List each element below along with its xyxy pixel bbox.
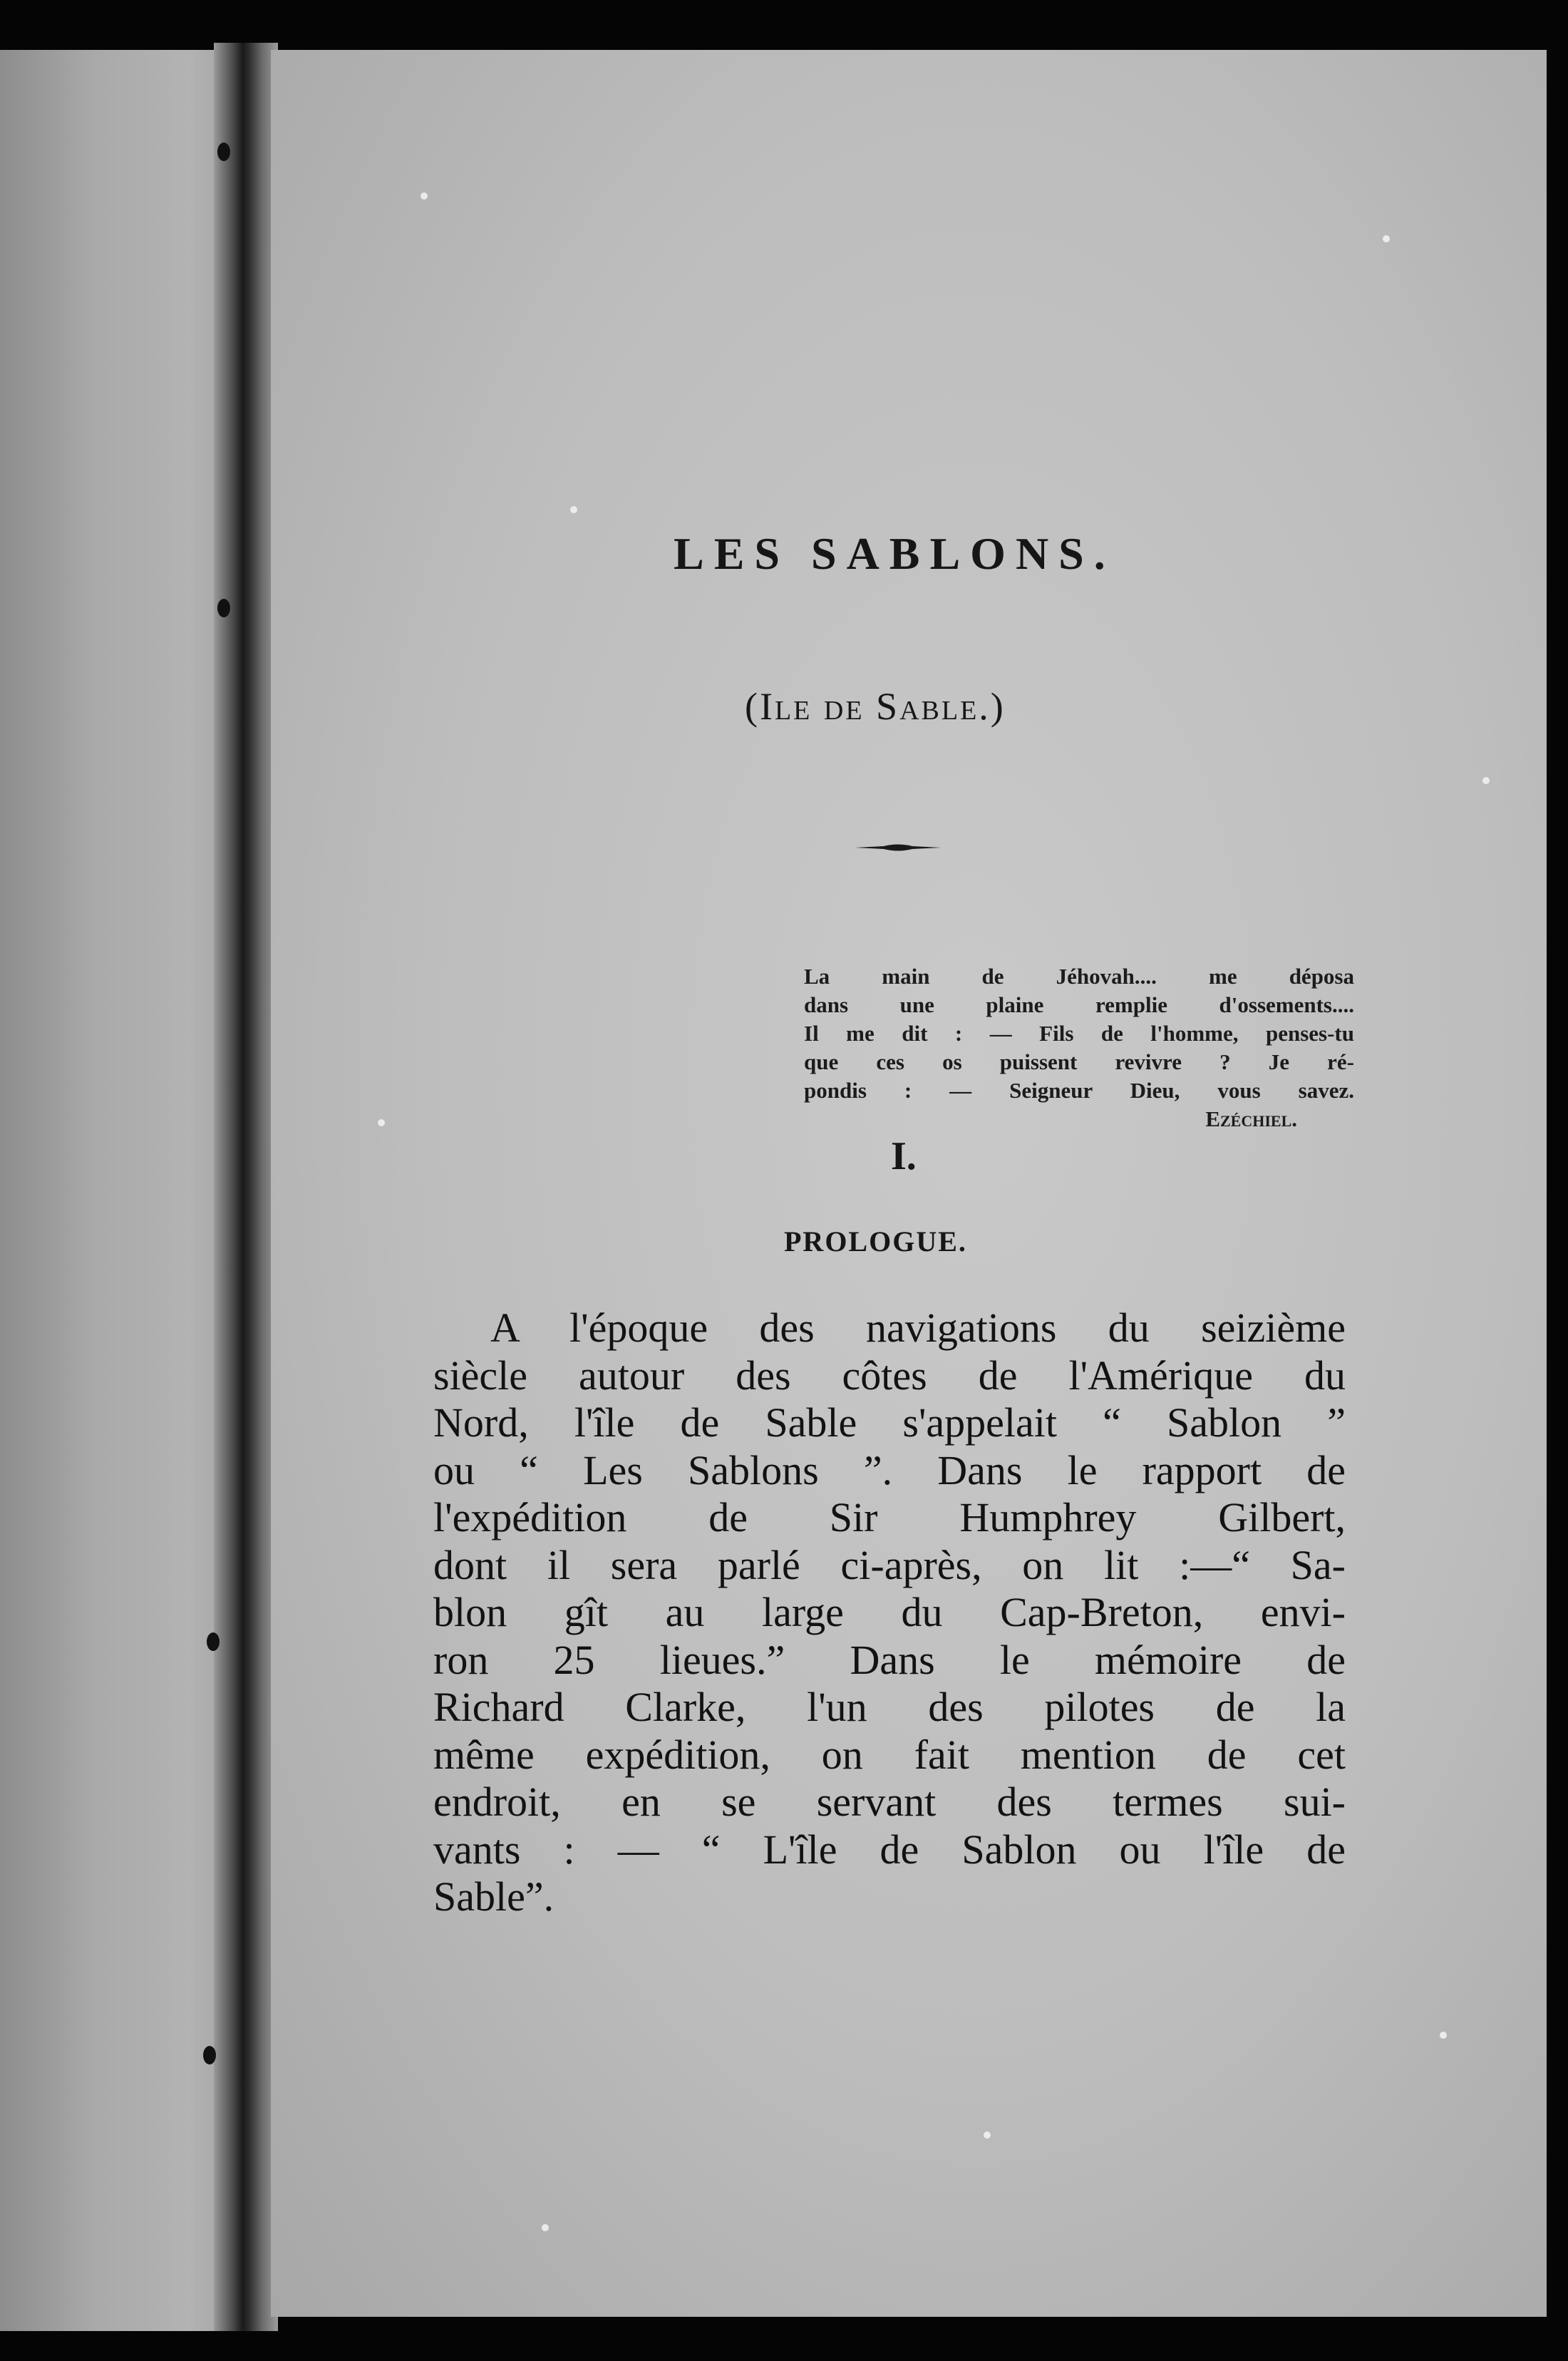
body-line: endroit, en se servant des termes sui- [433,1779,1346,1825]
epigraph-line: dans une plaine remplie d'ossements.... [804,992,1354,1017]
epigraph-line: pondis : — Seigneur Dieu, vous savez. [804,1078,1354,1103]
paper-speck [570,506,577,513]
chapter-number: I. [891,1134,917,1178]
body-line: ron 25 lieues.” Dans le mémoire de [433,1636,1346,1683]
epigraph-line: La main de Jéhovah.... me déposa [804,964,1354,989]
body-line: blon gît au large du Cap-Breton, envi- [433,1589,1346,1635]
body-paragraph [433,1305,1346,1921]
subtitle-open-paren: ( [745,685,760,728]
printed-page [271,50,1547,2317]
body-line: ou “ Les Sablons ”. Dans le rapport de [433,1446,1346,1493]
paper-speck [1383,235,1390,242]
body-line: dont il sera parlé ci-après, on lit :—“ Sa- [433,1541,1346,1588]
page-title: LES SABLONS. [674,528,1115,579]
chapter-title: PROLOGUE. [784,1225,967,1257]
paper-speck [1440,2032,1447,2039]
body-line: Sable”. [433,1873,555,1920]
book-gutter [214,43,278,2331]
body-line: A l'époque des navigations du seizième [490,1305,1346,1351]
body-line: même expédition, on fait mention de cet [433,1731,1346,1778]
page-subtitle [745,684,1006,729]
binding-hole [207,1632,220,1651]
ornamental-rule [855,843,941,853]
body-line: l'expédition de Sir Humphrey Gilbert, [433,1494,1346,1540]
paper-speck [542,2224,549,2231]
subtitle-close-paren: .) [979,685,1006,728]
binding-hole [217,599,230,617]
subtitle-word-de: de [823,685,865,728]
subtitle-word-sable: Sable [876,685,979,728]
left-blank-leaf [0,50,235,2331]
binding-hole [217,143,230,161]
binding-hole [203,2046,216,2064]
body-line: Nord, l'île de Sable s'appelait “ Sablon ” [433,1399,1346,1446]
body-line: vants : — “ L'île de Sablon ou l'île de [433,1826,1346,1873]
paper-speck [984,2131,991,2139]
epigraph-line: que ces os puissent revivre ? Je ré- [804,1049,1354,1074]
body-line: siècle autour des côtes de l'Amérique du [433,1352,1346,1399]
epigraph-attribution: Ezéchiel. [1205,1106,1297,1131]
paper-speck [421,192,428,200]
paper-speck [378,1119,385,1126]
epigraph-line: Il me dit : — Fils de l'homme, penses-tu [804,1021,1354,1046]
epigraph [804,962,1354,1133]
paper-speck [1482,777,1490,784]
body-line: Richard Clarke, l'un des pilotes de la [433,1684,1346,1730]
subtitle-word-ile: Ile [759,685,813,728]
